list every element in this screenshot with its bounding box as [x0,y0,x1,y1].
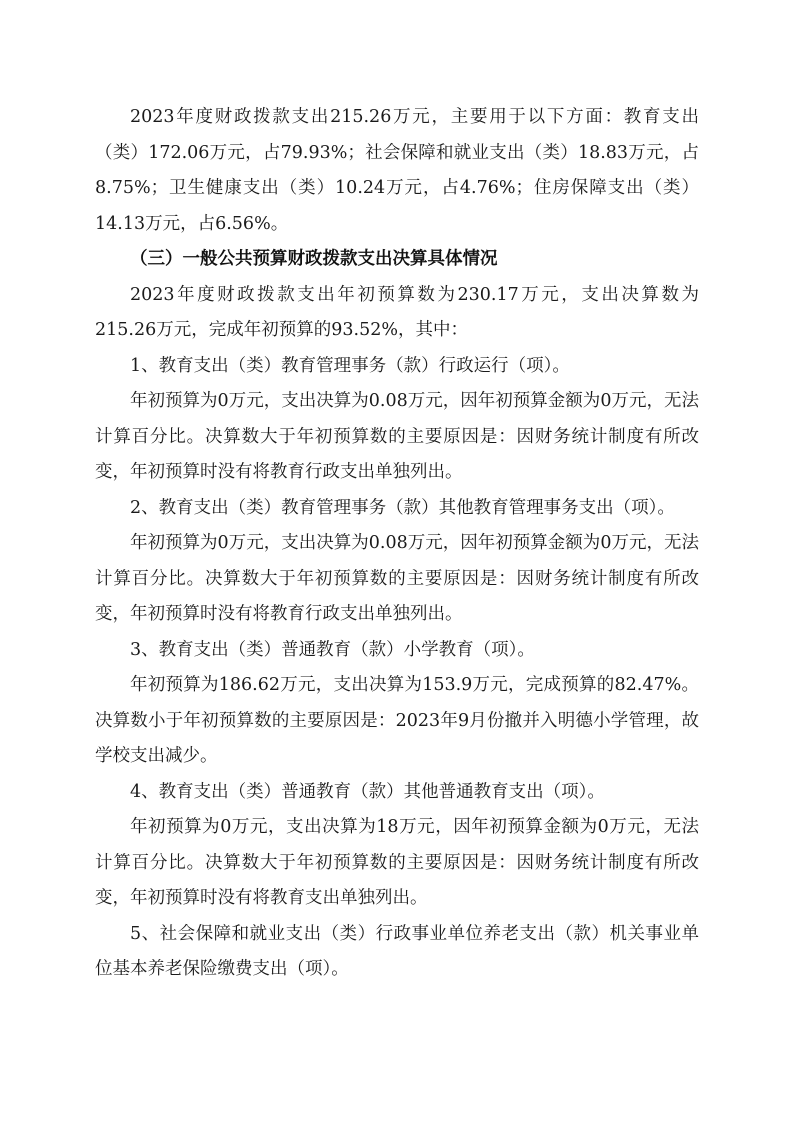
item-2-title: 2、教育支出（类）教育管理事务（款）其他教育管理事务支出（项）。 [130,497,675,518]
item-3-detail: 年初预算为186.62万元，支出决算为153.9万元，完成预算的82.47%。决算数小于年初预算数的主要原因是：2023年9月份撤并入明德小学管理，故学校支出减少。 [95,675,699,766]
item-4-detail: 年初预算为0万元，支出决算为18万元，因年初预算金额为0万元，无法计算百分比。决算数大于年初预算数的主要原因是：因财务统计制度有所改变，年初预算时没有将教育支出单独列出。 [95,817,699,908]
paragraph-expenditure-summary: 2023年度财政拨款支出215.26万元，主要用于以下方面：教育支出（类）172.06万元，占79.93%；社会保障和就业支出（类）18.83万元，占8.75%；卫生健康支出（类）10.24万元，占4.76%；住房保障支出（类）14.13万元，占6.56%。 [95,107,699,234]
section-heading: （三）一般公共预算财政拨款支出决算具体情况 [130,249,498,269]
item-3-title: 3、教育支出（类）普通教育（款）小学教育（项）。 [130,639,535,660]
item-5-title: 5、社会保障和就业支出（类）行政事业单位养老支出（款）机关事业单位基本养老保险缴费支出（项）。 [95,923,699,979]
item-4-title: 4、教育支出（类）普通教育（款）其他普通教育支出（项）。 [130,781,605,802]
paragraph-budget-overview: 2023年度财政拨款支出年初预算数为230.17万元，支出决算数为215.26万元，完成年初预算的93.52%，其中： [95,284,699,340]
document-body [95,100,699,988]
item-2-detail: 年初预算为0万元，支出决算为0.08万元，因年初预算金额为0万元，无法计算百分比。决算数大于年初预算数的主要原因是：因财务统计制度有所改变，年初预算时没有将教育行政支出单独列出。 [95,533,699,624]
item-1-title: 1、教育支出（类）教育管理事务（款）行政运行（项）。 [130,355,570,376]
item-1-detail: 年初预算为0万元，支出决算为0.08万元，因年初预算金额为0万元，无法计算百分比。决算数大于年初预算数的主要原因是：因财务统计制度有所改变，年初预算时没有将教育行政支出单独列出。 [95,391,699,482]
